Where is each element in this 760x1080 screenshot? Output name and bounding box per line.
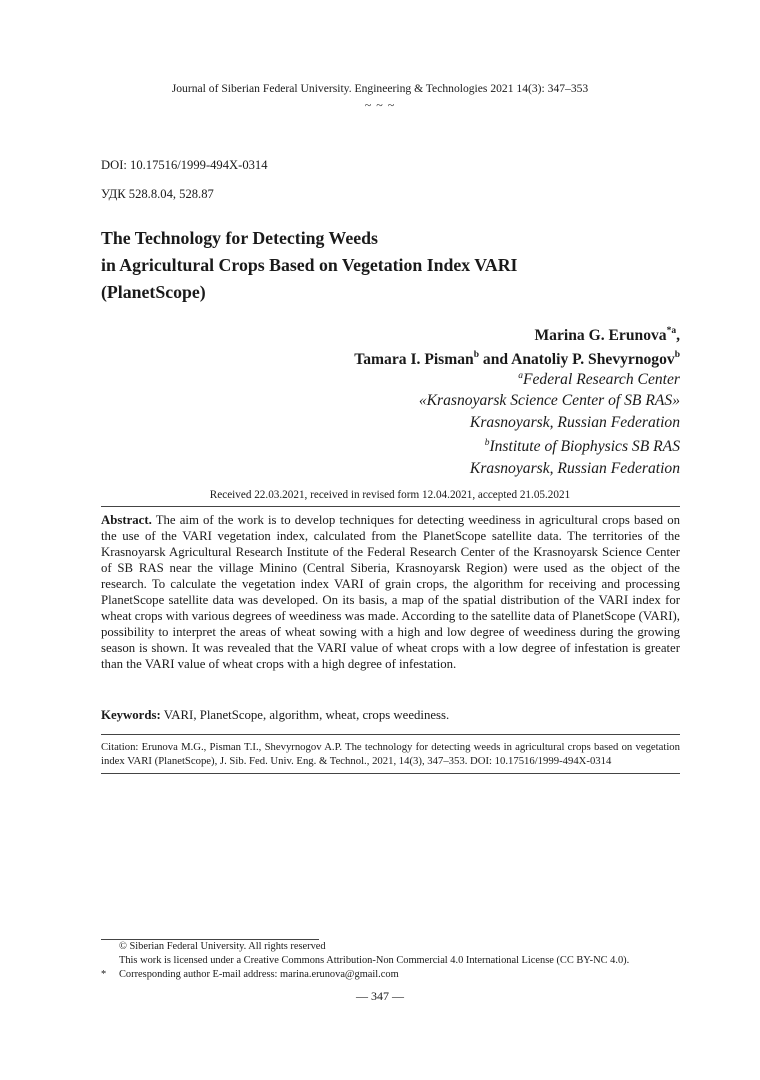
affiliations (419, 366, 680, 479)
title-line-2: in Agricultural Crops Based on Vegetation Index VARI (101, 255, 518, 275)
title-line-1: The Technology for Detecting Weeds (101, 228, 378, 248)
abstract-top-rule (101, 506, 680, 507)
journal-header: Journal of Siberian Federal University. Engineering & Technologies 2021 14(3): 347–353 (171, 82, 589, 95)
affiliation-a-mark: a (518, 371, 523, 381)
received-dates: Received 22.03.2021, received in revised form 12.04.2021, accepted 21.05.2021 (209, 489, 571, 501)
abstract-label: Abstract. (101, 513, 152, 527)
author-shevyrnogov-mark: b (674, 350, 680, 361)
author-connector: and (479, 351, 512, 369)
affiliation-a-line-2: «Krasnoyarsk Science Center of SB RAS» (418, 392, 680, 410)
header-ornament: ~ ~ ~ (364, 98, 396, 112)
footnote-rule (101, 939, 319, 940)
license-note: This work is licensed under a Creative Commons Attribution-Non Commercial 4.0 International License (CC BY-NC 4.0). (119, 955, 630, 966)
affiliation-b-line-1 (419, 433, 680, 457)
abstract-text: The aim of the work is to develop techniques for detecting weediness in agricultural crops based on the use of the VARI vegetation index, calculated from the PlanetScope satellite data. The territories of the Krasnoyarsk Agricultural Research Institute of the Federal Research Center of the Krasnoyarsk Science Center of SB RAS near the village Minino (Central Siberia, Krasnoyarsk Region) were used as the object of the research. To calculate the vegetation index VARI of grain crops, the algorithm for receiving and processing PlanetScope satellite data was developed. On its basis, a map of the spatial distribution of the VARI index for wheat crops with various degrees of weediness was made. According to the satellite data of PlanetScope (VARI), possibility to interpret the areas of wheat sowing with a high and low degree of weediness during the growing season is shown. It was revealed that the VARI value of wheat crops with a low degree of infestation is greater than the VARI value of wheat crops with a high degree of infestation. (101, 513, 680, 671)
affiliation-b-name: Institute of Biophysics SB RAS (489, 438, 680, 456)
author-pisman-mark: b (473, 350, 479, 361)
citation-top-rule (101, 734, 680, 735)
affiliation-a-line-1 (419, 366, 680, 390)
author-erunova-mark: *a (666, 326, 677, 336)
affiliation-b-mark: b (484, 438, 490, 449)
affiliation-a-line-3: Krasnoyarsk, Russian Federation (469, 413, 680, 431)
affiliation-b-line-2: Krasnoyarsk, Russian Federation (469, 459, 680, 477)
keywords-text: VARI, PlanetScope, algorithm, wheat, crops weediness. (163, 708, 450, 722)
affiliation-a-name: Federal Research Center (522, 371, 680, 389)
copyright-note: © Siberian Federal University. All rights reserved (119, 941, 326, 952)
citation-bottom-rule (101, 773, 680, 774)
keywords-label: Keywords: (101, 708, 161, 722)
author-line-1 (354, 322, 680, 346)
udk-code: УДК 528.8.04, 528.87 (101, 187, 214, 201)
author-shevyrnogov: Anatoliy P. Shevyrnogov (511, 351, 675, 369)
doi: DOI: 10.17516/1999-494X-0314 (101, 158, 268, 172)
paper-title (101, 225, 661, 306)
author-pisman: Tamara I. Pisman (354, 351, 474, 369)
author-separator: , (676, 327, 680, 345)
abstract (101, 513, 680, 673)
title-line-3: (PlanetScope) (101, 282, 206, 302)
citation: Citation: Erunova M.G., Pisman T.I., Shevyrnogov A.P. The technology for detecting weeds in agricultural crops based on vegetation index VARI (PlanetScope), J. Sib. Fed. Univ. Eng. & Technol., 2021, 14(3), 347–353. DOI: 10.17516/1999-494X-0314 (101, 741, 680, 768)
author-list (354, 322, 680, 370)
keywords (101, 708, 449, 723)
corresponding-mark: * (101, 969, 107, 980)
corresponding-author-note: Corresponding author E-mail address: marina.erunova@gmail.com (119, 969, 399, 980)
author-erunova: Marina G. Erunova (534, 327, 667, 345)
page-number: — 347 — (356, 989, 404, 1003)
